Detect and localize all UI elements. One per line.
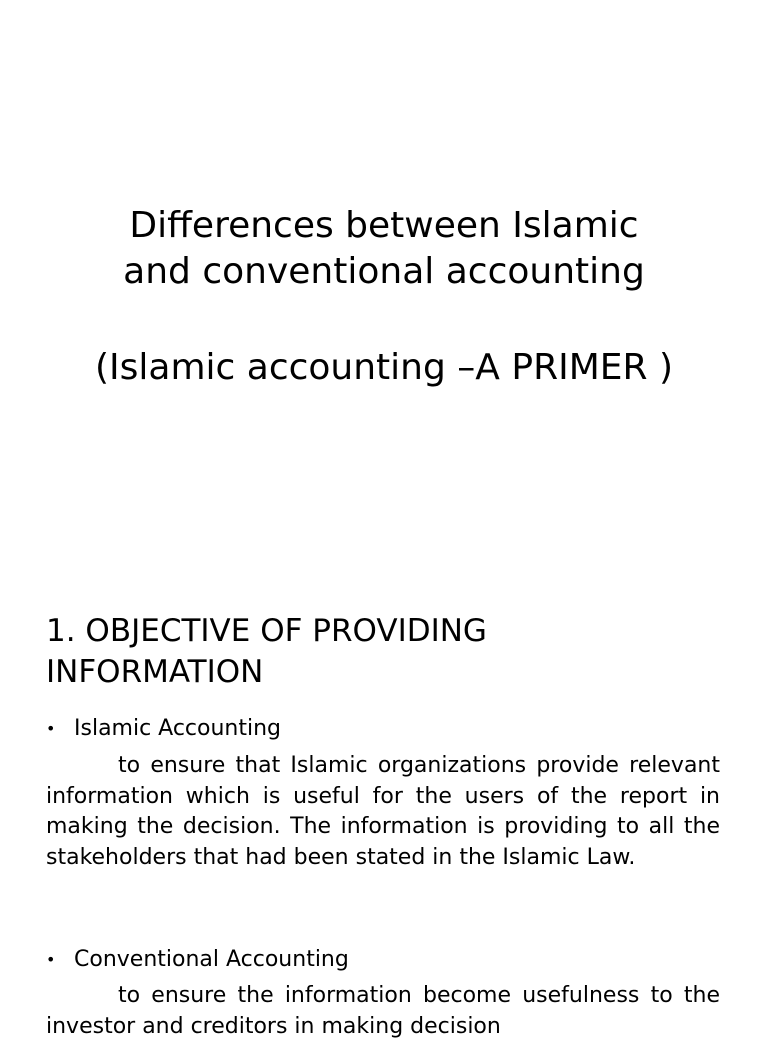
- list-item-body: to ensure that Islamic organizations provide relevant information which is useful for the users of the report in making the decision. The information is providing to all the stakeholders that had been stated in the Islamic Law.: [46, 753, 720, 870]
- list-item-conventional: [46, 945, 726, 975]
- title-spacer: [40, 295, 728, 345]
- slide-title: [40, 203, 728, 391]
- title-line-2: and conventional accounting: [123, 251, 645, 292]
- bullet-marker: •: [46, 950, 56, 969]
- title-subtitle: (Islamic accounting –A PRIMER ): [94, 347, 674, 388]
- section-heading: [46, 611, 726, 693]
- list-item-body: to ensure the information become usefulness to the investor and creditors in making decision: [46, 983, 720, 1039]
- bullet-marker: •: [46, 719, 56, 738]
- list-item-islamic: [46, 714, 726, 744]
- title-line-1: Differences between Islamic: [129, 205, 639, 246]
- list-item-label: Islamic Accounting: [74, 716, 282, 741]
- list-item-label: Conventional Accounting: [74, 947, 349, 972]
- section-heading-line-1: 1. OBJECTIVE OF PROVIDING: [46, 613, 487, 649]
- section-heading-line-2: INFORMATION: [46, 654, 264, 690]
